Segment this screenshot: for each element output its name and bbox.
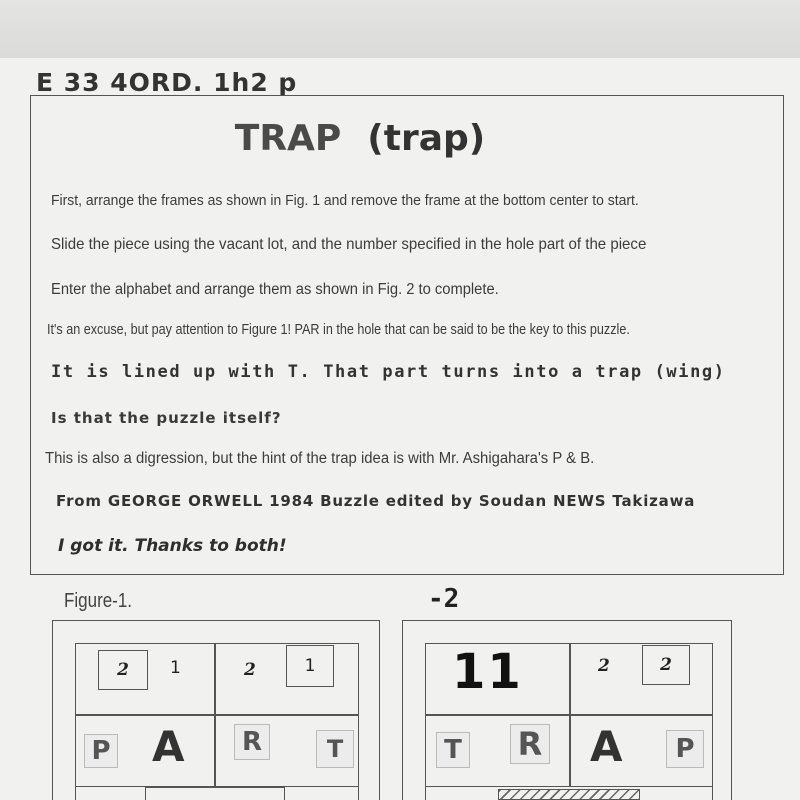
letter-tile: P (84, 734, 118, 768)
figure-2-number: 2 (598, 656, 610, 676)
figure-2-label: -2 (428, 584, 460, 614)
title-main: TRAP (234, 118, 342, 159)
instruction-line-6: Is that the puzzle itself? (51, 409, 282, 427)
thanks-line: I got it. Thanks to both! (58, 536, 287, 556)
figure-2-hatched-cell (498, 789, 640, 800)
instruction-line-2: Slide the piece using the vacant lot, and the number specified in the hole part of the piece (51, 236, 647, 253)
figure-1-label: Figure-1. (64, 590, 133, 612)
page-title (0, 118, 720, 159)
letter-tile: P (666, 730, 704, 768)
figure-1-number: 1 (170, 658, 181, 678)
figure-2-big-number: 11 (452, 644, 523, 700)
letter-tile: A (152, 722, 185, 771)
instruction-line-7: This is also a digression, but the hint of the trap idea is with Mr. Ashigahara's P & B. (45, 450, 595, 467)
letter-tile: T (436, 732, 470, 768)
letter-tile: A (590, 722, 623, 771)
figure-1-number-box: 1 (286, 645, 334, 687)
document-code: E 33 4ORD. 1h2 p (36, 68, 298, 97)
letter-tile: R (234, 724, 270, 760)
figure-1-number-box: 2 (98, 650, 148, 690)
instruction-line-4: It's an excuse, but pay attention to Figure 1! PAR in the hole that can be said to be the key to this puzzle. (47, 321, 630, 338)
letter-tile: R (510, 724, 550, 764)
scan-background (0, 0, 800, 62)
figure-2-number-box: 2 (642, 645, 690, 685)
figure-1-number: 2 (244, 660, 256, 680)
letter-tile: T (316, 730, 354, 768)
instruction-line-1: First, arrange the frames as shown in Fig. 1 and remove the frame at the bottom center to start. (51, 192, 639, 209)
instruction-line-3: Enter the alphabet and arrange them as shown in Fig. 2 to complete. (51, 281, 499, 298)
instruction-line-5: It is lined up with T. That part turns into a trap (wing) (51, 362, 726, 382)
title-sub: (trap) (367, 118, 486, 159)
figure-1-cell-bottom-center (145, 787, 285, 800)
credit-line: From GEORGE ORWELL 1984 Buzzle edited by Soudan NEWS Takizawa (56, 492, 696, 510)
